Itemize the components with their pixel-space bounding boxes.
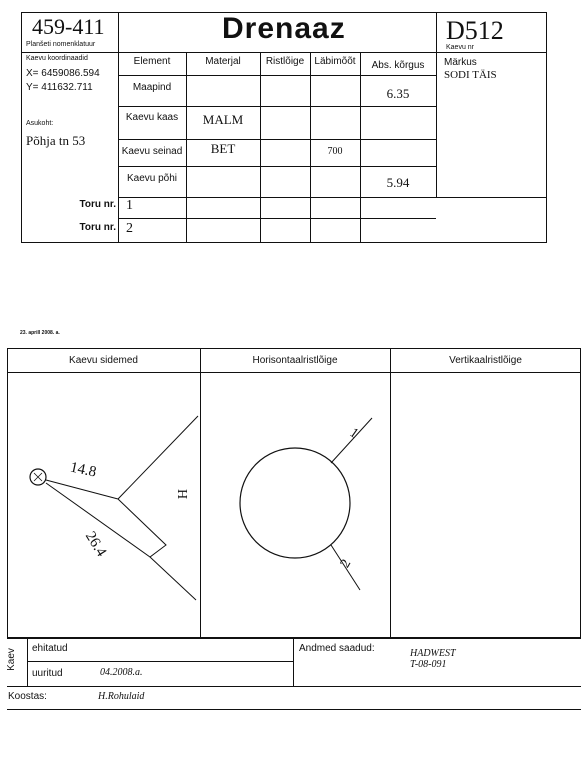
height-mark: H (174, 488, 190, 500)
form-title: Drenaaz (222, 12, 346, 45)
row-material: BET (210, 141, 236, 156)
surveyed-label: uuritud (32, 668, 63, 679)
row-height: 5.94 (386, 175, 410, 190)
row-element: Kaevu seinad (121, 146, 183, 157)
pipe-mark: 2 (337, 556, 355, 571)
row-height: 6.35 (386, 86, 410, 101)
col-header-section: Ristlõige (265, 56, 305, 67)
date-stamp: 23. aprill 2008. a. (20, 330, 60, 336)
data-source-line2: T-08-091 (410, 659, 447, 670)
distance-label: 14.8 (68, 459, 98, 481)
notes-header: Märkus (444, 57, 477, 68)
surveyed-date: 04.2008.a. (100, 667, 143, 678)
col-header-element: Element (133, 56, 171, 67)
pipe-mark: 1 (346, 425, 361, 442)
col-header-height: Abs. kõrgus (371, 60, 425, 71)
row-element: Kaevu põhi (126, 173, 178, 184)
sheet-number-caption: Planšeti nomenklatuur (26, 41, 96, 48)
pipe-label: Toru nr. (79, 222, 116, 233)
col-header-material: Materjal (205, 56, 241, 67)
pipe-label: Toru nr. (79, 199, 116, 210)
data-source-label: Andmed saadud: (299, 643, 375, 654)
pipe-value: 2 (126, 221, 133, 236)
author-label: Koostas: (8, 691, 47, 702)
side-label-kaev: Kaev (5, 648, 17, 671)
col-header-diameter: Läbimõõt (314, 56, 356, 67)
well-number: D512 (446, 16, 504, 45)
wall-line (150, 557, 196, 600)
well-section-circle (240, 448, 350, 558)
coord-x: X= 6459086.594 (26, 68, 100, 79)
wall-line (118, 416, 198, 499)
sketch-col-links: Kaevu sidemed (69, 355, 138, 366)
author-name: H.Rohulaid (98, 691, 145, 702)
row-diameter: 700 (327, 146, 343, 157)
sketch-col-horizontal: Horisontaalristlõige (252, 355, 338, 366)
tie-line (46, 480, 118, 499)
pipe-value: 1 (126, 198, 133, 213)
notes-value: SODI TÄIS (444, 69, 497, 81)
row-element: Maapind (132, 82, 172, 93)
coords-caption: Kaevu koordinaadid (26, 55, 88, 62)
row-material: MALM (202, 112, 244, 127)
built-label: ehitatud (32, 643, 68, 654)
sketch-col-vertical: Vertikaalristlõige (449, 355, 522, 366)
location-value: Põhja tn 53 (26, 133, 86, 148)
location-caption: Asukoht: (26, 120, 54, 127)
well-number-caption: Kaevu nr (446, 44, 475, 51)
distance-label: 26.4 (81, 528, 110, 560)
coord-y: Y= 411632.711 (26, 82, 93, 93)
row-element: Kaevu kaas (125, 112, 179, 123)
data-source-line1: HADWEST (410, 648, 456, 659)
sheet-number: 459-411 (32, 14, 105, 39)
